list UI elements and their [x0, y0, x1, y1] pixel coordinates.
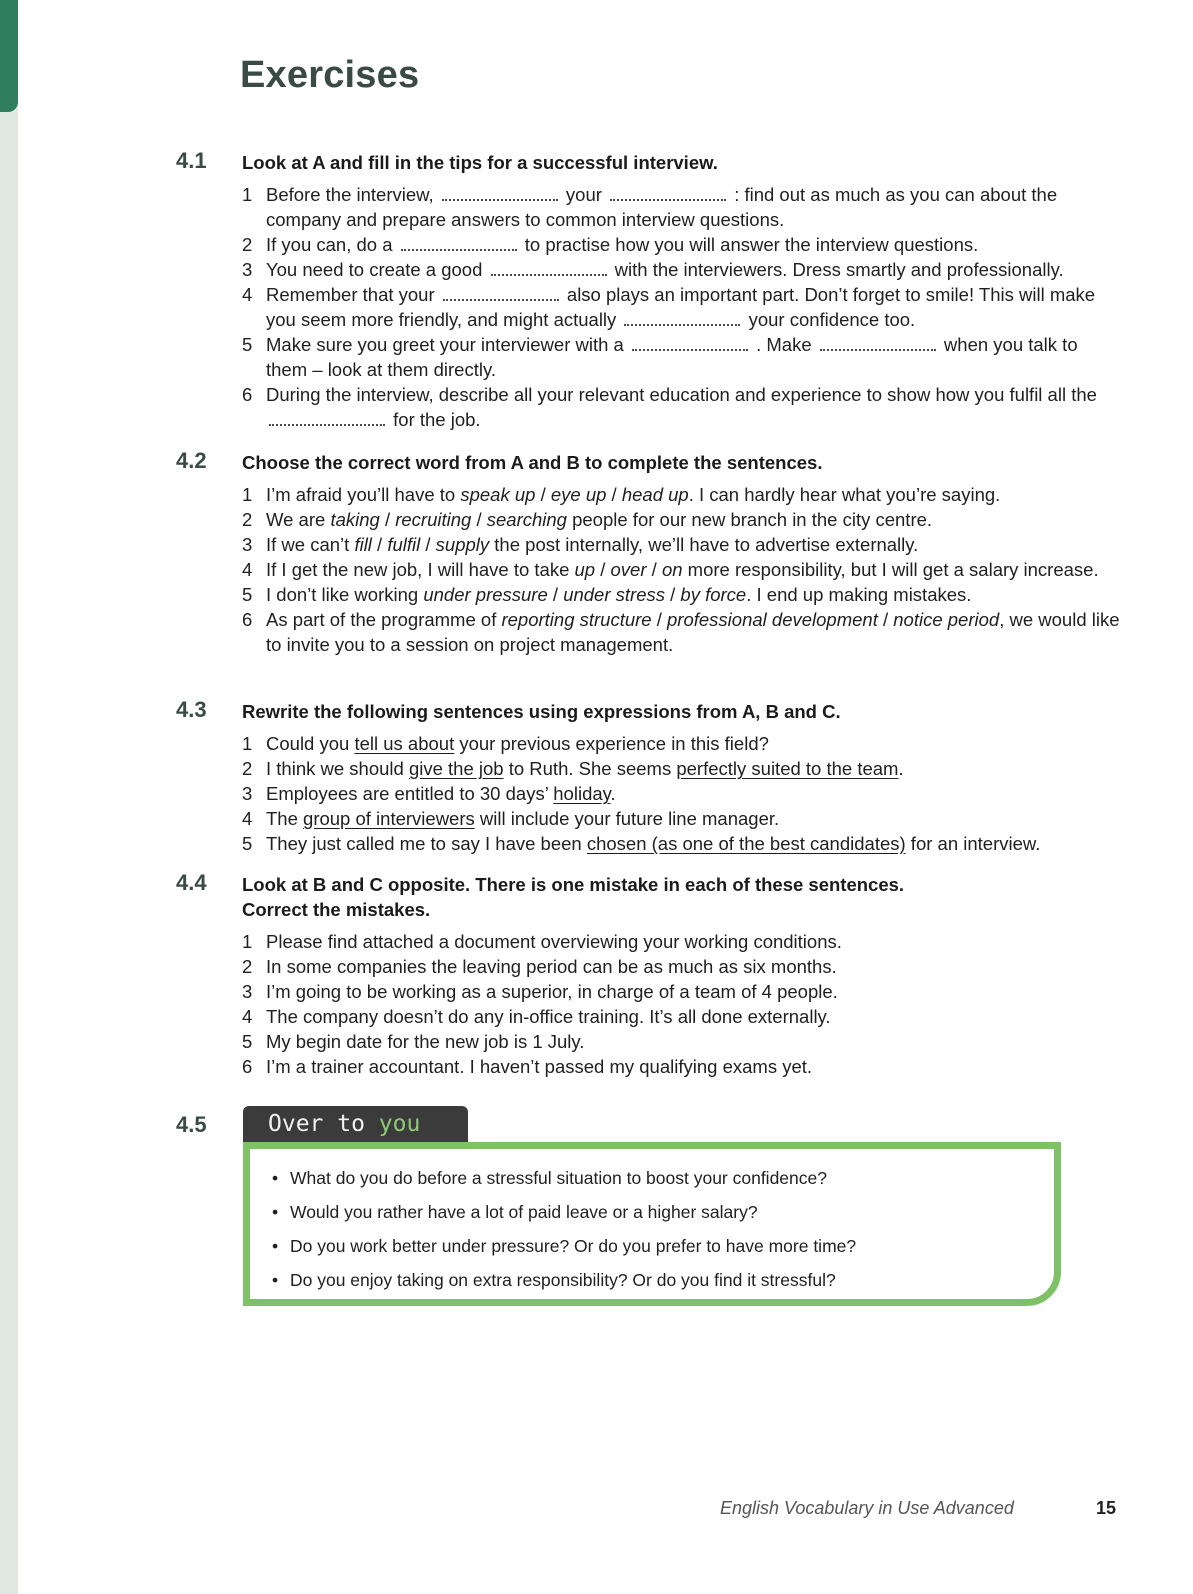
item-number: 5	[242, 1031, 253, 1052]
item-number: 4	[242, 1006, 253, 1027]
underlined-expression: perfectly suited to the team	[676, 758, 899, 779]
answer-gap[interactable]	[610, 187, 726, 201]
footer-book-title: English Vocabulary in Use Advanced	[720, 1498, 1014, 1518]
item-text: to practise how you will answer the interview questions.	[524, 234, 979, 255]
item-text: I’m afraid you’ll have to	[266, 484, 461, 505]
page-number: 15	[1096, 1498, 1117, 1518]
item-number: 5	[242, 334, 253, 355]
exercise-number: 4.5	[176, 1112, 207, 1137]
word-option[interactable]: on	[661, 559, 683, 580]
item-text: Before the interview,	[266, 184, 439, 205]
word-option[interactable]: under stress	[563, 584, 665, 605]
item-text: Could you	[266, 733, 355, 754]
over-to-you-tab	[243, 1106, 468, 1142]
item-text: will include your future line manager.	[474, 808, 780, 829]
item-text: My begin date for the new job is 1 July.	[266, 1031, 585, 1052]
over-to-you-box	[243, 1142, 1061, 1306]
underlined-expression: group of interviewers	[303, 808, 475, 829]
item-text: . Make	[756, 334, 817, 355]
item-text: I think we should	[266, 758, 409, 779]
list-item	[242, 257, 1122, 282]
list-item	[242, 831, 1122, 856]
item-text: They just called me to say I have been	[266, 833, 587, 854]
item-number: 1	[242, 184, 253, 205]
item-number: 2	[242, 956, 253, 977]
item-text: , we would like to invite you to a session on project management.	[266, 609, 1120, 655]
item-number: 5	[242, 584, 253, 605]
instruction-line: Look at B and C opposite. There is one mistake in each of these sentences.	[242, 874, 905, 895]
item-text: Employees are entitled to 30 days’	[266, 783, 554, 804]
item-number: 3	[242, 534, 253, 555]
list-item	[242, 482, 1122, 507]
item-number: 1	[242, 484, 253, 505]
item-text: As part of the programme of	[266, 609, 502, 630]
exercise-items	[242, 929, 1122, 1079]
list-item	[242, 1054, 1122, 1079]
item-number: 6	[242, 609, 253, 630]
item-number: 2	[242, 509, 253, 530]
answer-gap[interactable]	[401, 237, 517, 251]
answer-gap[interactable]	[624, 312, 740, 326]
item-text: .	[898, 758, 904, 779]
exercise-number: 4.4	[176, 870, 207, 895]
exercise-number: 4.3	[176, 697, 207, 722]
item-text: . I can hardly hear what you’re saying.	[688, 484, 1001, 505]
item-text: If you can, do a	[266, 234, 398, 255]
list-item	[242, 756, 1122, 781]
option-separator: /	[877, 609, 894, 630]
exercise-items	[242, 482, 1122, 657]
word-option[interactable]: under pressure	[423, 584, 548, 605]
item-text: your confidence too.	[748, 309, 916, 330]
option-separator: /	[420, 534, 436, 555]
underlined-expression: holiday	[553, 783, 611, 804]
list-item	[242, 182, 1122, 232]
item-number: 4	[242, 284, 253, 305]
list-item	[242, 507, 1122, 532]
item-text: people for our new branch in the city centre.	[566, 509, 933, 530]
option-separator: /	[547, 584, 564, 605]
item-number: 2	[242, 234, 253, 255]
option-separator: /	[471, 509, 487, 530]
item-text: your	[565, 184, 608, 205]
discussion-questions	[272, 1161, 1054, 1297]
list-item	[242, 806, 1122, 831]
word-option[interactable]: recruiting	[395, 509, 472, 530]
list-item	[242, 607, 1122, 657]
item-number: 1	[242, 733, 253, 754]
exercise-number: 4.2	[176, 448, 207, 473]
item-text: for the job.	[393, 409, 481, 430]
item-text: I’m a trainer accountant. I haven’t passed my qualifying exams yet.	[266, 1056, 813, 1077]
word-option[interactable]: up	[574, 559, 596, 580]
answer-gap[interactable]	[443, 287, 559, 301]
item-number: 3	[242, 259, 253, 280]
item-number: 6	[242, 384, 253, 405]
option-separator: /	[379, 509, 396, 530]
exercise-items	[242, 731, 1122, 856]
exercise-instruction	[242, 872, 1122, 922]
item-text: Please find attached a document overviewing your working conditions.	[266, 931, 842, 952]
option-separator: /	[535, 484, 551, 505]
item-text: I’m going to be working as a superior, in charge of a team of 4 people.	[266, 981, 838, 1002]
item-text: when you talk to them – look at them directly.	[266, 334, 1078, 380]
item-number: 1	[242, 931, 253, 952]
list-item	[242, 532, 1122, 557]
word-option[interactable]: supply	[435, 534, 490, 555]
list-item	[242, 979, 1122, 1004]
item-text: You need to create a good	[266, 259, 488, 280]
word-option[interactable]: reporting structure	[501, 609, 652, 630]
item-text: During the interview, describe all your relevant education and experience to show how you fulfil all the	[266, 384, 1097, 405]
item-text: The	[266, 808, 304, 829]
option-separator: /	[664, 584, 681, 605]
instruction-line: Correct the mistakes.	[242, 899, 431, 920]
answer-gap[interactable]	[442, 187, 558, 201]
item-text: If I get the new job, I will have to take	[266, 559, 575, 580]
question-item: • What do you do before a stressful situation to boost your confidence?	[272, 1161, 1054, 1195]
list-item	[242, 1029, 1122, 1054]
item-text: for an interview.	[905, 833, 1041, 854]
word-option[interactable]: speak up	[460, 484, 536, 505]
item-number: 3	[242, 783, 253, 804]
option-separator: /	[371, 534, 388, 555]
item-number: 4	[242, 808, 253, 829]
exercise-instruction: Look at A and fill in the tips for a successful interview.	[242, 152, 718, 173]
underlined-expression: chosen (as one of the best candidates)	[586, 833, 906, 854]
exercise-number: 4.1	[176, 148, 207, 173]
answer-gap[interactable]	[269, 412, 385, 426]
item-text: We are	[266, 509, 331, 530]
underlined-expression: tell us about	[354, 733, 455, 754]
word-option[interactable]: by force	[680, 584, 747, 605]
question-item: • Would you rather have a lot of paid leave or a higher salary?	[272, 1195, 1054, 1229]
item-text: Make sure you greet your interviewer with a	[266, 334, 629, 355]
word-option[interactable]: fulfil	[387, 534, 421, 555]
item-text: more responsibility, but I will get a salary increase.	[682, 559, 1099, 580]
answer-gap[interactable]	[820, 337, 936, 351]
item-text: your previous experience in this field?	[454, 733, 769, 754]
word-option[interactable]: notice period	[893, 609, 1000, 630]
item-number: 2	[242, 758, 253, 779]
exercise-items	[242, 182, 1122, 432]
word-option[interactable]: over	[610, 559, 647, 580]
list-item	[242, 731, 1122, 756]
item-text: In some companies the leaving period can be as much as six months.	[266, 956, 837, 977]
answer-gap[interactable]	[491, 262, 607, 276]
item-text: The company doesn’t do any in-office training. It’s all done externally.	[266, 1006, 831, 1027]
item-text: the post internally, we’ll have to advertise externally.	[489, 534, 919, 555]
list-item	[242, 954, 1122, 979]
option-separator: /	[651, 609, 668, 630]
word-option[interactable]: taking	[330, 509, 380, 530]
word-option[interactable]: searching	[486, 509, 567, 530]
item-text: I don’t like working	[266, 584, 424, 605]
page-side-strip	[0, 0, 18, 1594]
option-separator: /	[606, 484, 622, 505]
list-item	[242, 232, 1122, 257]
list-item	[242, 929, 1122, 954]
question-item: • Do you enjoy taking on extra responsibility? Or do you find it stressful?	[272, 1263, 1054, 1297]
word-option[interactable]: fill	[354, 534, 372, 555]
list-item	[242, 781, 1122, 806]
word-option[interactable]: head up	[621, 484, 689, 505]
list-item	[242, 282, 1122, 332]
underlined-expression: give the job	[408, 758, 504, 779]
list-item	[242, 582, 1122, 607]
tab-label: Over to	[268, 1111, 379, 1137]
question-item: • Do you work better under pressure? Or do you prefer to have more time?	[272, 1229, 1054, 1263]
list-item	[242, 557, 1122, 582]
list-item	[242, 332, 1122, 382]
option-separator: /	[646, 559, 662, 580]
page-title: Exercises	[240, 54, 420, 96]
option-separator: /	[595, 559, 611, 580]
unit-side-tab	[0, 0, 18, 112]
item-text: : find out as much as you can about the company and prepare answers to common interview questions.	[266, 184, 1058, 230]
tab-label-highlight: you	[378, 1111, 421, 1137]
item-number: 4	[242, 559, 253, 580]
item-text: .	[610, 783, 616, 804]
item-text: . I end up making mistakes.	[746, 584, 972, 605]
item-text: with the interviewers. Dress smartly and professionally.	[614, 259, 1064, 280]
word-option[interactable]: professional development	[667, 609, 878, 630]
item-number: 5	[242, 833, 253, 854]
answer-gap[interactable]	[632, 337, 748, 351]
item-text: If we can’t	[266, 534, 355, 555]
list-item	[242, 1004, 1122, 1029]
list-item	[242, 382, 1122, 432]
item-text: Remember that your	[266, 284, 440, 305]
item-text: to Ruth. She seems	[503, 758, 677, 779]
item-number: 6	[242, 1056, 253, 1077]
item-text: also plays an important part. Don’t forget to smile! This will make you seem more friendly, and might actually	[266, 284, 1096, 330]
item-number: 3	[242, 981, 253, 1002]
exercise-instruction: Rewrite the following sentences using expressions from A, B and C.	[242, 701, 841, 722]
word-option[interactable]: eye up	[550, 484, 607, 505]
exercise-instruction: Choose the correct word from A and B to complete the sentences.	[242, 452, 823, 473]
